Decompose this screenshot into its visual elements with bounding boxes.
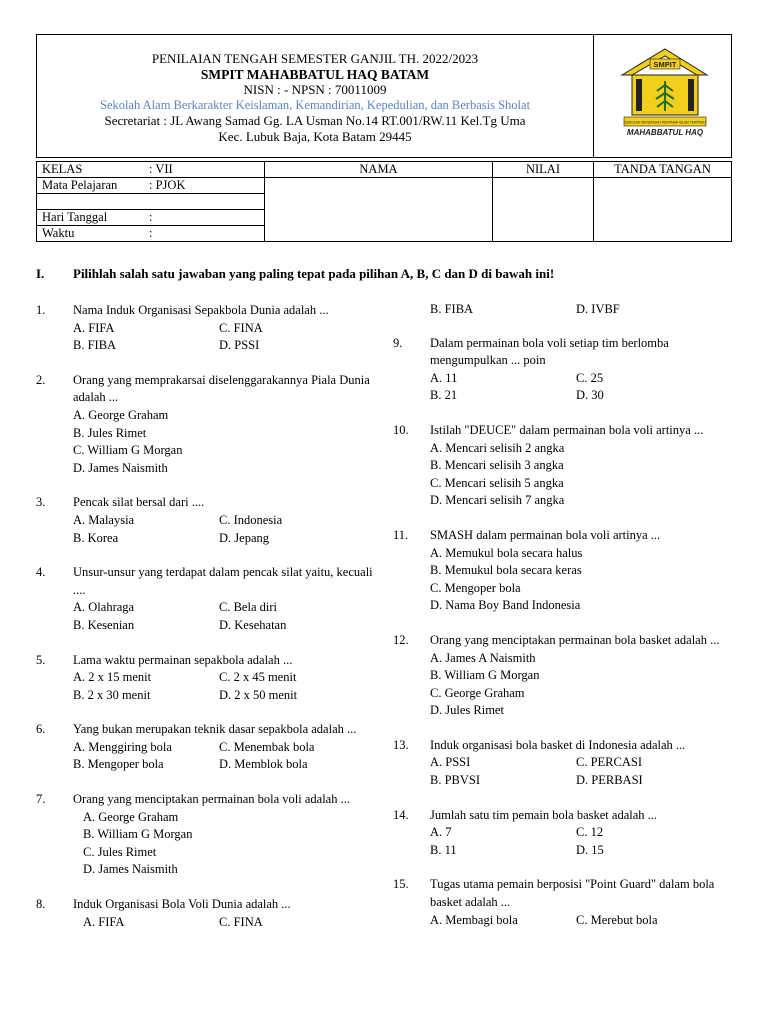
option[interactable]: D. 2 x 50 menit [219,687,298,702]
nilai-field[interactable] [493,178,594,242]
question-number: 3. [36,495,46,510]
question-number: 8. [36,897,46,912]
option[interactable]: D. Memblok bola [219,757,308,772]
question-number: 13. [393,737,409,752]
section-instruction-text: Pilihlah salah satu jawaban yang paling tepat pada pilihan A, B, C dan D di bawah ini! [73,266,555,281]
mapel-value: : PJOK [149,178,186,192]
question-text: Dalam permainan bola voli setiap tim berlomba mengumpulkan ... poin [430,335,669,368]
question-text: Orang yang memprakarsai diselenggarakannya Piala Dunia adalah ... [73,372,370,405]
question-item [36,721,386,774]
options-grid [430,912,733,930]
logo-cell [593,35,732,157]
school-address-line-1: Secretariat : JL Awang Samad Gg. LA Usman No.14 RT.001/RW.11 Kel.Tg Uma [104,113,526,128]
logo-banner-text: SEKOLAH MENENGAH PERTAMA ISLAM TERPADU [624,120,706,125]
question-number: 4. [36,565,46,580]
mapel-label: Mata Pelajaran [42,178,118,192]
hari-label: Hari Tanggal [42,210,108,224]
option[interactable]: B. PBVSI [430,773,481,788]
option[interactable]: D. PERBASI [576,773,643,788]
question-text: Pencak silat bersal dari .... [73,495,205,510]
option[interactable]: A. James A Naismith [430,650,536,665]
school-id-line: NISN : - NPSN : 70011009 [243,82,387,97]
option[interactable]: B. William G Morgan [83,827,193,842]
question-text: Lama waktu permainan sepakbola adalah ... [73,652,293,667]
logo-pillar-right [688,79,694,111]
question-text: Jumlah satu tim pemain bola basket adalah ... [430,807,658,822]
question-item [393,807,733,860]
question-item [36,302,386,355]
question-text: Nama Induk Organisasi Sepakbola Dunia adalah ... [73,303,329,317]
option[interactable]: C. William G Morgan [73,443,183,458]
options-grid [73,599,386,634]
ttd-field[interactable] [594,178,732,242]
question-number: 1. [36,303,46,317]
option[interactable]: B. Mencari selisih 3 angka [430,458,564,473]
option[interactable]: C. 12 [576,825,604,840]
option[interactable]: B. Mengoper bola [73,757,164,772]
option[interactable]: C. George Graham [430,685,525,700]
question-text: Istilah "DEUCE" dalam permainan bola voli artinya ... [430,422,704,437]
question-item [36,896,386,931]
option[interactable]: D. Kesehatan [219,617,287,632]
option[interactable]: B. William G Morgan [430,668,540,683]
ttd-header: TANDA TANGAN [594,162,732,178]
option[interactable]: D. Jules Rimet [430,703,504,718]
questions-left-column [36,302,386,931]
kelas-label: KELAS [42,162,83,176]
option[interactable]: C. Mencari selisih 5 angka [430,475,564,490]
option[interactable]: B. Jules Rimet [73,425,147,440]
question-number: 9. [393,335,403,350]
option[interactable]: A. Menggiring bola [73,739,172,754]
option[interactable]: B. 21 [430,388,458,403]
waktu-cell [37,226,265,242]
option[interactable]: C. Menembak bola [219,739,315,754]
option[interactable]: C. Indonesia [219,512,283,527]
option[interactable]: A. FIFA [73,320,115,335]
waktu-label: Waktu [42,226,75,240]
option[interactable]: A. George Graham [73,407,169,422]
option[interactable]: D. Mencari selisih 7 angka [430,493,565,508]
options-list [73,809,386,879]
option[interactable]: C. Mengoper bola [430,580,521,595]
question-item [36,652,386,705]
option[interactable]: A. Membagi bola [430,912,518,927]
question-item [36,494,386,547]
question-item [36,372,386,478]
question-number: 10. [393,422,409,437]
exam-title: PENILAIAN TENGAH SEMESTER GANJIL TH. 2022/2023 [151,51,479,66]
option[interactable]: A. 11 [430,370,458,385]
question-number: 11. [393,527,409,542]
nama-field[interactable] [265,178,493,242]
student-info-table [36,161,732,242]
option[interactable]: A. PSSI [430,755,471,770]
options-grid [73,512,386,547]
option[interactable]: B. Korea [73,530,119,545]
options-list [430,440,733,510]
option[interactable]: B. 11 [430,842,457,857]
blank-row [37,194,265,210]
option[interactable]: C. 25 [576,370,604,385]
option[interactable]: D. PSSI [219,338,260,353]
option[interactable]: C. FINA [219,320,263,335]
option[interactable]: A. 2 x 15 menit [73,670,152,685]
question-text: Orang yang menciptakan permainan bola basket adalah ... [430,632,720,647]
option[interactable]: B. Kesenian [73,617,135,632]
question-number: 15. [393,877,409,892]
nilai-header: NILAI [493,162,594,178]
section-number: I. [36,266,45,281]
school-logo [594,35,732,157]
question-text: Unsur-unsur yang terdapat dalam pencak silat yaitu, kecuali .... [73,565,373,597]
question-number: 5. [36,652,46,667]
option[interactable]: A. Malaysia [73,512,135,527]
option[interactable]: A. Olahraga [73,600,135,615]
option[interactable]: D. Jepang [219,530,269,545]
waktu-value: : [149,226,153,240]
nama-header: NAMA [265,162,493,178]
option[interactable]: D. 15 [576,842,604,857]
option[interactable]: D. James Naismith [83,862,178,877]
question-number: 12. [393,632,409,647]
question-number: 7. [36,792,46,807]
question-item [36,791,386,879]
option[interactable]: D. IVBF [576,302,620,316]
option[interactable]: C. FINA [219,914,263,929]
question-text: Orang yang menciptakan permainan bola voli adalah ... [73,792,350,807]
question-text: Yang bukan merupakan teknik dasar sepakbola adalah ... [73,722,357,737]
option[interactable]: A. FIFA [83,914,125,929]
kelas-cell [37,162,265,178]
question-text: Induk organisasi bola basket di Indonesia adalah ... [430,737,686,752]
kelas-value: : VII [149,162,173,176]
option[interactable]: D. Nama Boy Band Indonesia [430,598,581,613]
mapel-cell [37,178,265,194]
option[interactable]: D. James Naismith [73,460,168,475]
options-grid [430,824,733,859]
hari-value: : [149,210,153,224]
option[interactable]: C. Bela diri [219,600,277,615]
options-grid [73,320,386,355]
option[interactable]: A. Mencari selisih 2 angka [430,440,565,455]
logo-pillar-left [636,79,642,111]
question-8-options-continued [393,301,733,319]
options-list [430,545,733,615]
question-item [393,527,733,615]
question-text: Tugas utama pemain berposisi "Point Guard" dalam bola basket adalah ... [430,877,715,910]
option[interactable]: A. 7 [430,825,452,840]
option[interactable]: D. 30 [576,388,604,403]
logo-name-text: MAHABBATUL HAQ [626,128,704,137]
question-item [393,737,733,790]
options-grid [430,370,733,405]
question-item [393,422,733,510]
options-list [430,650,733,720]
option[interactable]: C. Jules Rimet [83,844,157,859]
option[interactable]: C. PERCASI [576,755,642,770]
option[interactable]: B. FIBA [430,302,474,316]
question-item [393,632,733,720]
option[interactable]: A. George Graham [83,809,179,824]
school-address-line-2: Kec. Lubuk Baja, Kota Batam 29445 [218,128,412,144]
option[interactable]: B. Memukul bola secara keras [430,563,582,578]
school-motto: Sekolah Alam Berkarakter Keislaman, Kemandirian, Kepedulian, dan Berbasis Sholat [99,97,531,112]
option[interactable]: C. 2 x 45 menit [219,670,297,685]
questions-right-column [393,302,733,929]
school-name: SMPIT MAHABBATUL HAQ BATAM [200,66,430,82]
header-text-block [37,35,593,157]
option[interactable]: A. Memukul bola secara halus [430,545,583,560]
question-item [36,564,386,634]
question-item [393,335,733,405]
hari-cell [37,210,265,226]
option[interactable]: C. Merebut bola [576,912,658,927]
option[interactable]: B. FIBA [73,338,117,353]
options-grid [73,914,386,932]
options-grid [430,754,733,789]
options-grid [73,739,386,774]
question-number: 2. [36,372,46,387]
question-item [393,876,733,929]
question-number: 6. [36,722,46,737]
options-list [73,407,386,477]
question-number: 14. [393,807,409,822]
question-text: SMASH dalam permainan bola voli artinya ... [430,527,661,542]
options-grid [73,669,386,704]
exam-header [36,34,732,158]
option[interactable]: B. 2 x 30 menit [73,687,151,702]
logo-top-text: SMPIT [653,60,677,69]
question-text: Induk Organisasi Bola Voli Dunia adalah ... [73,897,291,912]
